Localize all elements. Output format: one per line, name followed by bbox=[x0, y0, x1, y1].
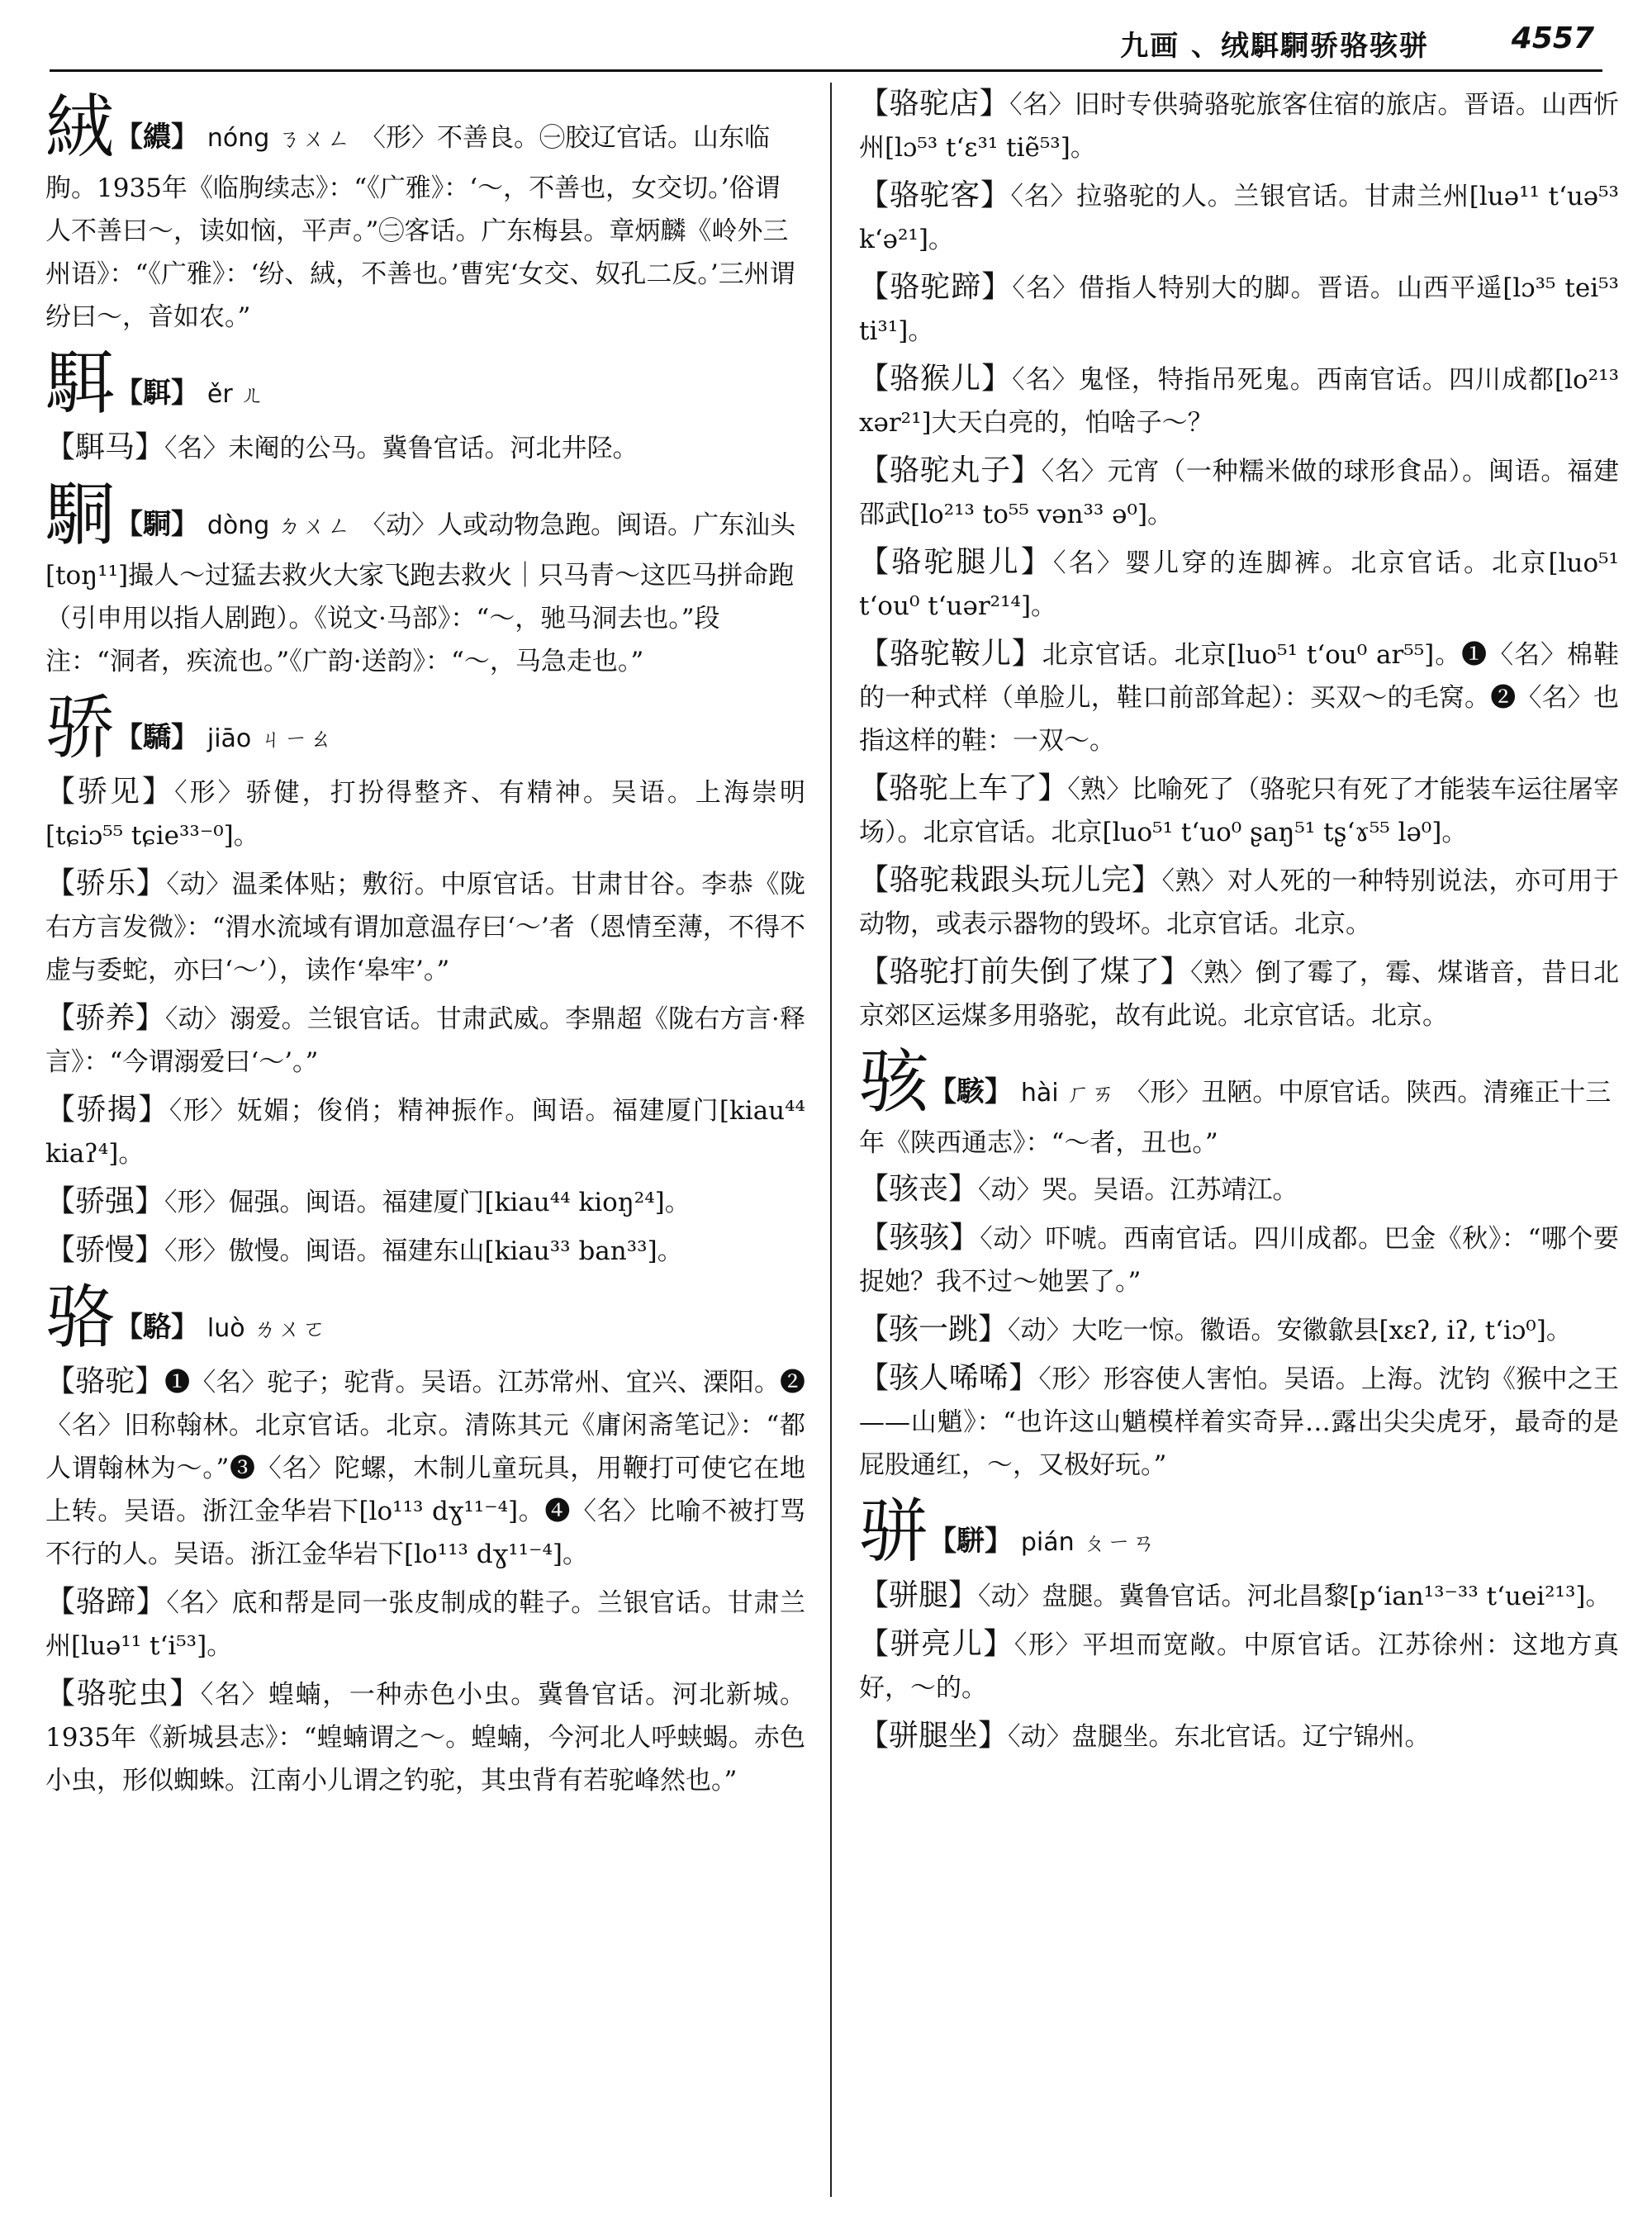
dictionary-entry bbox=[859, 1357, 1619, 1487]
head-character: 駬 bbox=[45, 343, 116, 424]
entry-definition: 北京官话。北京[luo⁵¹ tʻou⁰ ar⁵⁵]。❶〈名〉棉鞋的一种式样（单脸儿，鞋口前部耸起）：买双～的毛窝。❷〈名〉也指这样的鞋：一双～。 bbox=[859, 640, 1619, 756]
head-character-entry bbox=[45, 1278, 805, 1357]
left-column bbox=[45, 83, 805, 2213]
entry-definition: 〈动〉大吃一惊。徽语。安徽歙县[xɛʔ, iʔ, tʻiɔ⁰]。 bbox=[1008, 1316, 1572, 1345]
head-character: 絨 bbox=[45, 87, 116, 168]
head-character: 駧 bbox=[45, 474, 116, 555]
dictionary-entry bbox=[45, 997, 805, 1084]
dictionary-entry bbox=[45, 1229, 805, 1273]
entry-definition: 〈形〉傲慢。闽语。福建东山[kiau³³ ban³³]。 bbox=[164, 1236, 683, 1266]
entry-term: 【骄慢】 bbox=[45, 1233, 165, 1267]
entry-definition: 〈动〉盘腿。冀鲁官话。河北昌黎[pʻian¹³⁻³³ tʻuei²¹³]。 bbox=[978, 1582, 1612, 1611]
entry-definition: 〈形〉形容使人害怕。吴语。上海。沈钧《猴中之王——山魈》：“也许这山魈模样着实奇异…露出尖尖虎牙，最奇的是屁股通红，～，又极好玩。” bbox=[859, 1364, 1619, 1480]
entry-term: 【駬马】 bbox=[45, 430, 165, 464]
entry-definition: 〈熟〉比喻死了（骆驼只有死了才能装车运往屠宰场）。北京官话。北京[luo⁵¹ tʻuo⁰ ʂaŋ⁵¹ tʂʻɤ⁵⁵ lə⁰]。 bbox=[859, 775, 1619, 847]
pinyin: dòng bbox=[206, 511, 270, 540]
dictionary-entry bbox=[45, 1581, 805, 1668]
traditional-form: 【駬】 bbox=[115, 377, 200, 410]
entry-definition: 〈动〉哭。吴语。江苏靖江。 bbox=[978, 1175, 1298, 1205]
dictionary-entry bbox=[859, 1715, 1619, 1758]
dictionary-entry bbox=[859, 1168, 1619, 1212]
dictionary-entry bbox=[45, 426, 805, 470]
zhuyin: ㄋㄨㄥ bbox=[278, 125, 353, 152]
dictionary-entry bbox=[859, 266, 1619, 353]
entry-term: 【骆驼丸子】 bbox=[859, 453, 1042, 487]
traditional-form: 【驕】 bbox=[115, 721, 200, 754]
head-character: 骄 bbox=[45, 687, 116, 768]
entry-definition: 〈熟〉对人死的一种特别说法，亦可用于动物，或表示器物的毁坏。北京官话。北京。 bbox=[859, 866, 1619, 939]
column-divider bbox=[830, 83, 832, 2197]
entry-definition: 〈名〉未阉的公马。冀鲁官话。河北井陉。 bbox=[164, 434, 638, 463]
entry-definition: 〈动〉盘腿坐。东北官话。辽宁锦州。 bbox=[1008, 1722, 1431, 1752]
zhuyin: ㄌㄨㄛ bbox=[253, 1315, 328, 1342]
entry-definition: 〈形〉妩媚；俊俏；精神振作。闽语。福建厦门[kiau⁴⁴ kiaʔ⁴]。 bbox=[45, 1096, 805, 1169]
entry-term: 【骈腿】 bbox=[859, 1578, 979, 1612]
definition-text: 〈动〉人或动物急跑。闽语。广东汕头[toŋ¹¹]撮人～过猛去救火大家飞跑去救火｜只马青～这匹马拼命跑（引申用以指人剧跑）。《说文·马部》：“～，驰马洞去也。”段注：“洞者，疾流也。”《广韵·送韵》：“～，马急走也。” bbox=[45, 510, 796, 676]
entry-definition: 〈形〉平坦而宽敞。中原官话。江苏徐州：这地方真好，～的。 bbox=[859, 1630, 1619, 1703]
entry-term: 【骄揭】 bbox=[45, 1093, 169, 1127]
dictionary-entry bbox=[45, 1672, 805, 1802]
dictionary-entry bbox=[859, 1308, 1619, 1352]
entry-term: 【骇人唏唏】 bbox=[859, 1361, 1039, 1395]
entry-term: 【骇一跳】 bbox=[859, 1312, 1009, 1346]
head-character: 骆 bbox=[45, 1277, 116, 1358]
entry-term: 【骆驼虫】 bbox=[45, 1677, 201, 1710]
dictionary-entry bbox=[859, 1217, 1619, 1303]
entry-definition: ❶〈名〉驼子；驼背。吴语。江苏常州、宜兴、溧阳。❷〈名〉旧称翰林。北京官话。北京。清陈其元《庸闲斋笔记》：“都人谓翰林为～。”❸〈名〉陀螺，木制儿童玩具，用鞭打可使它在地上转。吴语。浙江金华岩下[lo¹¹³ dɣ¹¹⁻⁴]。❹〈名〉比喻不被打骂不行的人。吴语。浙江金华岩下[lo¹¹³ dɣ¹¹⁻⁴]。 bbox=[45, 1368, 805, 1569]
zhuyin: ㄆㄧㄢ bbox=[1082, 1529, 1157, 1556]
entry-definition: 〈动〉温柔体贴；敷衍。中原官话。甘肃甘谷。李恭《陇右方言发微》：“渭水流域有谓加意温存曰‘～’者（恩情至薄，不得不虚与委蛇，亦曰‘～’），读作‘皋牢’。” bbox=[45, 870, 805, 985]
entry-term: 【骆驼店】 bbox=[859, 87, 1010, 121]
dictionary-entry bbox=[45, 771, 805, 857]
entry-term: 【骄强】 bbox=[45, 1184, 165, 1218]
dictionary-entry bbox=[859, 541, 1619, 628]
entry-definition: 〈名〉底和帮是同一张皮制成的鞋子。兰银官话。甘肃兰州[luə¹¹ tʻi⁵³]。 bbox=[45, 1588, 805, 1661]
traditional-form: 【駢】 bbox=[928, 1525, 1014, 1558]
dictionary-entry bbox=[859, 1574, 1619, 1618]
pinyin: luò bbox=[206, 1314, 245, 1343]
entry-definition: 〈动〉吓唬。西南官话。四川成都。巴金《秋》：“哪个要捉她？我不过～她罢了。” bbox=[859, 1224, 1619, 1297]
entry-definition: 〈名〉元宵（一种糯米做的球形食品）。闽语。福建邵武[lo²¹³ to⁵⁵ vən³³ ə⁰]。 bbox=[859, 457, 1619, 529]
page-number: 4557 bbox=[1511, 21, 1594, 55]
entry-term: 【骄见】 bbox=[45, 775, 175, 809]
entry-definition: 〈名〉拉骆驼的人。兰银官话。甘肃兰州[luə¹¹ tʻuə⁵³ kʻə²¹]。 bbox=[859, 182, 1619, 254]
dictionary-entry bbox=[859, 633, 1619, 762]
definition-text: 〈形〉不善良。㊀胶辽官话。山东临朐。1935年《临朐续志》：“《广雅》：‘～，不善也，女交切。’俗谓人不善曰～，读如恼，平声。”㊁客话。广东梅县。章炳麟《岭外三州语》：“《广雅》：‘纷、絨，不善也。’曹宪‘女交、奴孔二反。’三州谓纷曰～，音如农。” bbox=[45, 123, 795, 332]
definition-text: 〈形〉丑陋。中原官话。陕西。清雍正十三年《陕西通志》：“～者，丑也。” bbox=[859, 1078, 1612, 1158]
pinyin: nóng bbox=[206, 124, 270, 153]
entry-term: 【骆驼栽跟头玩儿完】 bbox=[859, 863, 1162, 897]
entry-term: 【骆驼腿儿】 bbox=[859, 545, 1053, 579]
head-character-entry bbox=[45, 344, 805, 423]
head-character-entry bbox=[45, 688, 805, 767]
entry-definition: 〈名〉鬼怪，特指吊死鬼。西南官话。四川成都[lo²¹³ xər²¹]大天白亮的，怕啥子～？ bbox=[859, 365, 1619, 438]
entry-definition: 〈名〉旧时专供骑骆驼旅客住宿的旅店。晋语。山西忻州[lɔ⁵³ tʻɛ³¹ tiẽ⁵³]。 bbox=[859, 90, 1619, 163]
right-column bbox=[859, 83, 1619, 2213]
entry-term: 【骇丧】 bbox=[859, 1172, 979, 1206]
dictionary-entry bbox=[859, 358, 1619, 444]
entry-term: 【骆驼】 bbox=[45, 1364, 165, 1398]
entry-definition: 〈形〉倔强。闽语。福建厦门[kiau⁴⁴ kioŋ²⁴]。 bbox=[164, 1188, 691, 1217]
dictionary-entry bbox=[859, 83, 1619, 169]
dictionary-entry bbox=[859, 951, 1619, 1037]
entry-term: 【骇骇】 bbox=[859, 1221, 980, 1255]
entry-definition: 〈动〉溺爱。兰银官话。甘肃武威。李鼎超《陇右方言·释言》：“今谓溺爱曰‘～’。” bbox=[45, 1004, 805, 1077]
entry-term: 【骄乐】 bbox=[45, 866, 167, 900]
entry-definition: 〈熟〉倒了霉了，霉、煤谐音，昔日北京郊区运煤多用骆驼，故有此说。北京官话。北京。 bbox=[859, 958, 1619, 1031]
dictionary-entry bbox=[859, 767, 1619, 854]
entry-term: 【骆驼鞍儿】 bbox=[859, 637, 1042, 671]
entry-definition: 〈名〉婴儿穿的连脚裤。北京官话。北京[luo⁵¹ tʻou⁰ tʻuər²¹⁴]。 bbox=[859, 548, 1619, 621]
head-character: 骇 bbox=[859, 1041, 929, 1122]
entry-term: 【骄养】 bbox=[45, 1001, 165, 1035]
pinyin: ěr bbox=[206, 380, 233, 409]
entry-term: 【骈亮儿】 bbox=[859, 1627, 1014, 1661]
entry-term: 【骆驼客】 bbox=[859, 178, 1011, 212]
dictionary-entry bbox=[45, 862, 805, 992]
entry-term: 【骆猴儿】 bbox=[859, 362, 1013, 396]
dictionary-entry bbox=[859, 859, 1619, 946]
dictionary-entry bbox=[45, 1089, 805, 1175]
dictionary-entry bbox=[859, 174, 1619, 261]
traditional-form: 【駧】 bbox=[115, 508, 200, 541]
entry-term: 【骆驼蹄】 bbox=[859, 270, 1013, 304]
traditional-form: 【駱】 bbox=[115, 1311, 200, 1344]
entry-definition: 〈形〉骄健，打扮得整齐、有精神。吴语。上海崇明[tɕiɔ⁵⁵ tɕie³³⁻⁰]。 bbox=[45, 778, 805, 851]
section-title: 九画 、绒駬駧骄骆骇骈 bbox=[1120, 30, 1429, 63]
head-character: 骈 bbox=[859, 1491, 929, 1572]
entry-term: 【骆驼上车了】 bbox=[859, 771, 1068, 805]
entry-term: 【骆蹄】 bbox=[45, 1585, 167, 1619]
dictionary-entry bbox=[45, 1360, 805, 1576]
pinyin: jiāo bbox=[206, 724, 252, 753]
zhuyin: ㄉㄨㄥ bbox=[278, 512, 353, 539]
dictionary-entry bbox=[45, 1180, 805, 1224]
dictionary-entry bbox=[859, 1623, 1619, 1710]
traditional-form: 【繷】 bbox=[115, 121, 200, 154]
head-character-entry bbox=[859, 1042, 1619, 1165]
entry-definition: 〈名〉蝗蝻，一种赤色小虫。冀鲁官话。河北新城。1935年《新城县志》：“蝗蝻谓之～。蝗蝻，今河北人呼蛱蝎。赤色小虫，形似蜘蛛。江南小儿谓之钓驼，其虫背有若驼峰然也。” bbox=[45, 1680, 805, 1796]
page-header bbox=[50, 20, 1602, 72]
head-character-entry bbox=[45, 475, 805, 683]
zhuyin: ㄏㄞ bbox=[1066, 1079, 1117, 1107]
pinyin: hài bbox=[1020, 1079, 1059, 1108]
entry-term: 【骈腿坐】 bbox=[859, 1719, 1009, 1753]
pinyin: pián bbox=[1020, 1528, 1075, 1557]
dictionary-entry bbox=[859, 449, 1619, 536]
zhuyin: ㄦ bbox=[240, 381, 266, 408]
entry-definition: 〈名〉借指人特别大的脚。晋语。山西平遥[lɔ³⁵ tei⁵³ ti³¹]。 bbox=[859, 273, 1619, 346]
zhuyin: ㄐㄧㄠ bbox=[259, 725, 335, 752]
entry-term: 【骆驼打前失倒了煤了】 bbox=[859, 955, 1191, 989]
traditional-form: 【駭】 bbox=[928, 1075, 1014, 1108]
head-character-entry bbox=[45, 88, 805, 339]
head-character-entry bbox=[859, 1492, 1619, 1571]
